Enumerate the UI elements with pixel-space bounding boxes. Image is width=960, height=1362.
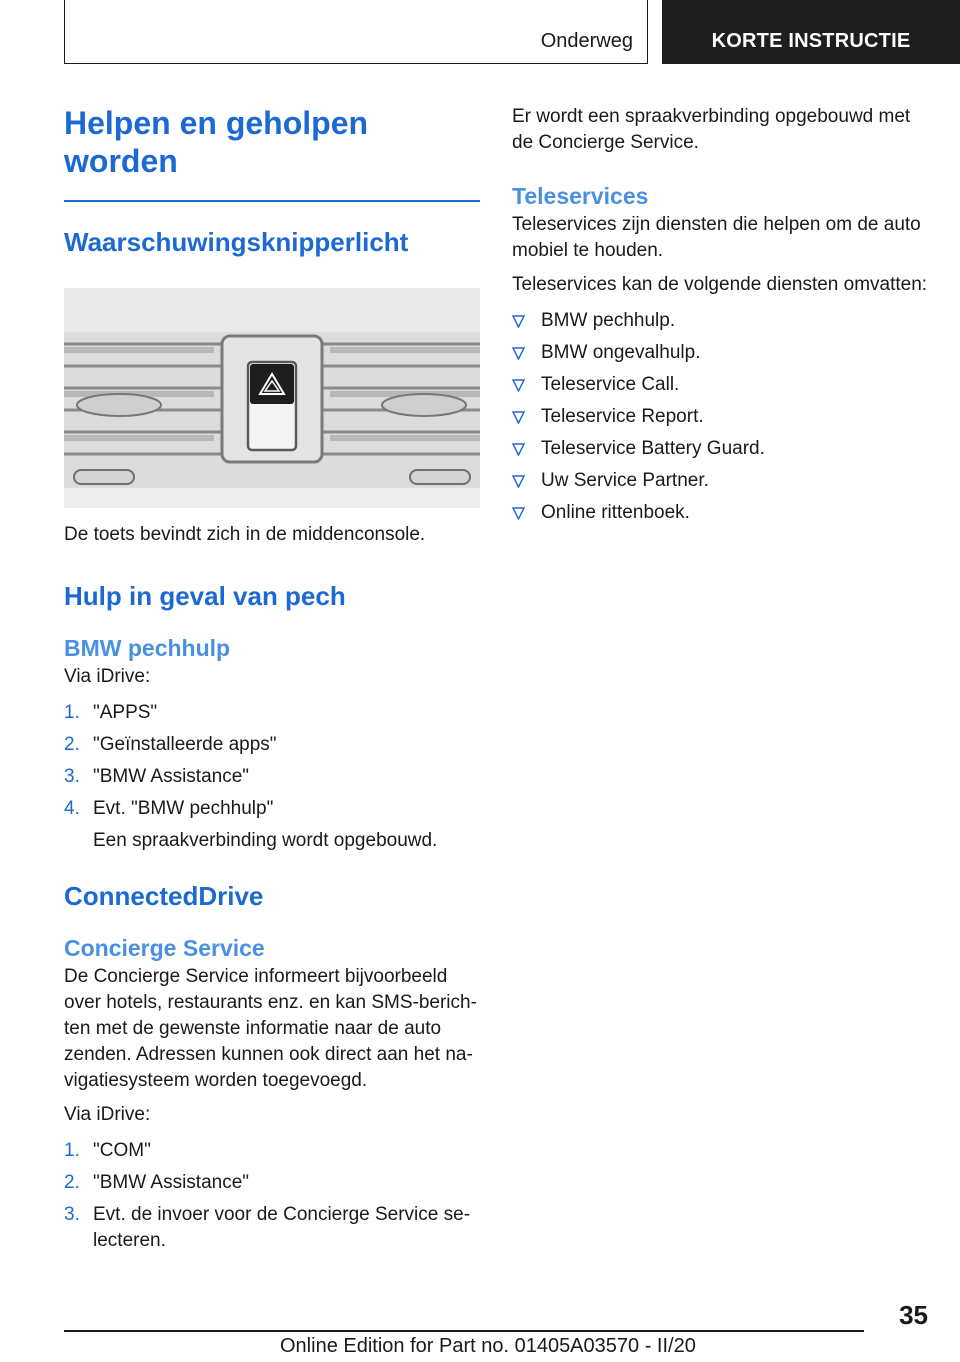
heading-breakdown-help: Hulp in geval van pech bbox=[64, 581, 346, 611]
step-text: "APPS" bbox=[93, 702, 158, 723]
service-text: Teleservice Report. bbox=[541, 406, 704, 427]
list-item bbox=[512, 500, 930, 526]
service-text: BMW pechhulp. bbox=[541, 310, 676, 331]
header-chapter-tab bbox=[662, 0, 960, 64]
service-text: Uw Service Partner. bbox=[541, 470, 709, 491]
footer-edition: Online Edition for Part no. 01405A03570 - II/20 bbox=[280, 1335, 696, 1357]
via-idrive-label-2: Via iDrive: bbox=[64, 1104, 151, 1125]
service-text: Teleservice Call. bbox=[541, 374, 680, 395]
step-number: 1. bbox=[64, 1140, 80, 1161]
triangle-right-outline-icon bbox=[512, 315, 525, 328]
step-number: 3. bbox=[64, 1204, 80, 1225]
footer-rule bbox=[64, 1330, 864, 1332]
list-item bbox=[64, 1170, 480, 1196]
triangle-right-outline-icon bbox=[512, 379, 525, 392]
via-idrive-label: Via iDrive: bbox=[64, 666, 151, 687]
teleservices-list-intro: Teleservices kan de volgende diensten omvatten: bbox=[512, 274, 928, 295]
step-text: "BMW Assistance" bbox=[93, 1172, 250, 1193]
step-text: "BMW Assistance" bbox=[93, 766, 250, 787]
step-subtext: Een spraakverbinding wordt opgebouwd. bbox=[93, 830, 438, 851]
heading-bmw-pechhulp: BMW pechhulp bbox=[64, 635, 231, 661]
service-text: BMW ongevalhulp. bbox=[541, 342, 701, 363]
page-number: 35 bbox=[899, 1300, 928, 1330]
list-item bbox=[64, 1138, 480, 1164]
header-section-label: Onderweg bbox=[540, 30, 633, 52]
list-item bbox=[512, 308, 930, 334]
photo-caption: De toets bevindt zich in de middenconsole. bbox=[64, 524, 426, 545]
step-number: 3. bbox=[64, 766, 80, 787]
list-item bbox=[512, 372, 930, 398]
concierge-description: De Concierge Service informeert bijvoorbeeld over hotels, restaurants enz. en kan SMS-berichten met de gewenste informatie naar de auto zenden. Adressen kunnen ook direct aan het navigatiesysteem worden toegevoegd. bbox=[64, 966, 477, 1091]
concierge-steps-list bbox=[64, 1138, 480, 1254]
teleservices-list bbox=[512, 308, 930, 526]
page-title: Helpen en geholpen worden bbox=[64, 105, 369, 179]
list-item bbox=[64, 700, 480, 726]
step-number: 2. bbox=[64, 1172, 80, 1193]
list-item bbox=[512, 436, 930, 462]
list-item bbox=[512, 468, 930, 494]
step-text: "COM" bbox=[93, 1140, 151, 1161]
step-text: Evt. "BMW pechhulp" bbox=[93, 798, 274, 819]
heading-concierge-service: Concierge Service bbox=[64, 935, 265, 961]
step-number: 1. bbox=[64, 702, 80, 723]
triangle-right-outline-icon bbox=[512, 411, 525, 424]
step-number: 4. bbox=[64, 798, 80, 819]
list-item bbox=[64, 796, 480, 854]
header-chapter-label: KORTE INSTRUCTIE bbox=[711, 30, 911, 52]
service-text: Online rittenboek. bbox=[541, 502, 690, 523]
list-item bbox=[64, 1202, 480, 1254]
step-number: 2. bbox=[64, 734, 80, 755]
list-item bbox=[512, 340, 930, 366]
triangle-right-outline-icon bbox=[512, 347, 525, 360]
left-column bbox=[64, 100, 480, 1260]
triangle-right-outline-icon bbox=[512, 507, 525, 520]
teleservices-description: Teleservices zijn diensten die helpen om de auto mobiel te houden. bbox=[512, 214, 921, 261]
heading-hazard-light: Waarschuwingsknipperlicht bbox=[64, 227, 409, 257]
right-column bbox=[512, 100, 930, 532]
list-item bbox=[512, 404, 930, 430]
triangle-right-outline-icon bbox=[512, 475, 525, 488]
title-rule bbox=[64, 200, 480, 202]
breakdown-steps-list bbox=[64, 700, 480, 854]
step-text: Evt. de invoer voor de Concierge Service selecteren. bbox=[93, 1204, 471, 1251]
header-section-box bbox=[64, 0, 648, 64]
heading-connecteddrive: ConnectedDrive bbox=[64, 881, 264, 911]
heading-teleservices: Teleservices bbox=[512, 183, 649, 209]
concierge-connection-text: Er wordt een spraakverbinding opgebouwd met de Concierge Service. bbox=[512, 106, 911, 153]
service-text: Teleservice Battery Guard. bbox=[541, 438, 765, 459]
step-text: "Geïnstalleerde apps" bbox=[93, 734, 277, 755]
list-item bbox=[64, 764, 480, 790]
hazard-button-photo bbox=[64, 288, 480, 508]
triangle-right-outline-icon bbox=[512, 443, 525, 456]
list-item bbox=[64, 732, 480, 758]
